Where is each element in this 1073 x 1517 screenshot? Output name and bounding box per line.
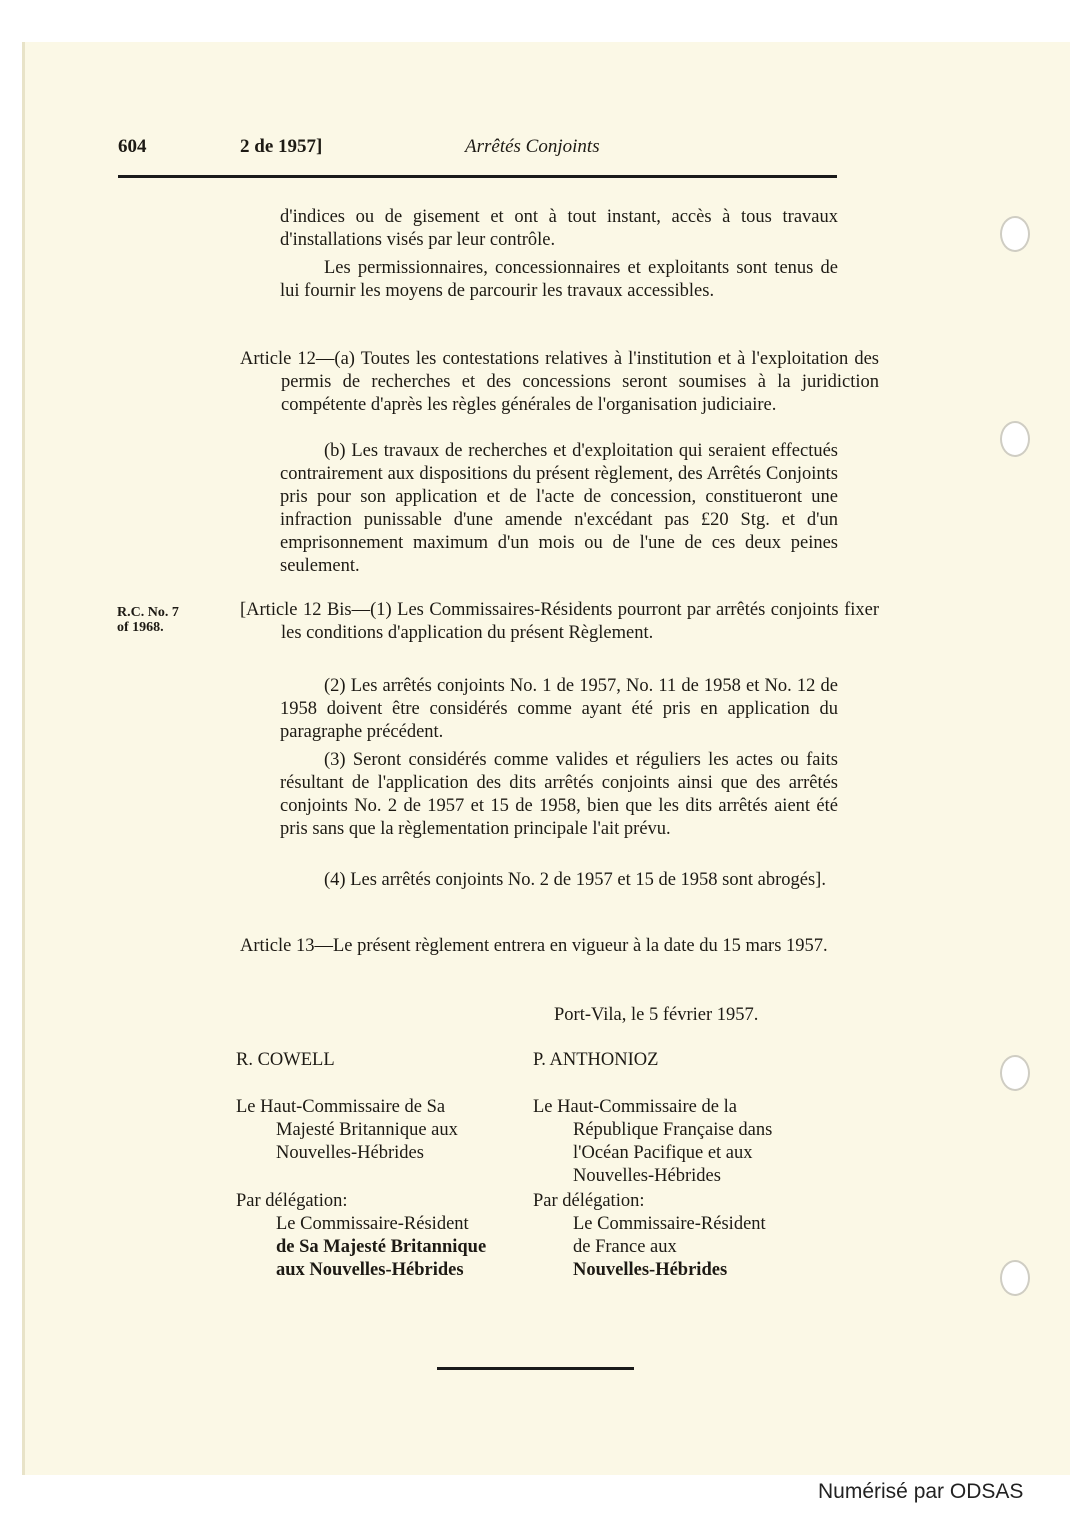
article-12-bis-2: (2) Les arrêtés conjoints No. 1 de 1957, No. 11 de 1958 et No. 12 de 1958 doivent être considérés comme ayant été pris en application du paragraphe précédent. [280, 676, 838, 742]
delegation-line: de Sa Majesté Britannique [276, 1237, 487, 1257]
article-12-bis-1: [Article 12 Bis—(1) Les Commissaires-Résidents pourront par arrêtés conjoints fixer les conditions d'application du présent Règlement. [240, 600, 879, 643]
delegation-line: Le Commissaire-Résident [276, 1214, 469, 1234]
punch-hole [1000, 1260, 1030, 1296]
delegation-label: Par délégation: [236, 1191, 348, 1211]
title-line: Nouvelles-Hébrides [276, 1143, 424, 1163]
signatory-left-title [236, 1096, 526, 1165]
margin-note-line2: of 1968. [117, 620, 164, 635]
article-12-bis-4: (4) Les arrêtés conjoints No. 2 de 1957 et 15 de 1958 sont abrogés]. [324, 870, 826, 890]
article-12-b: (b) Les travaux de recherches et d'exploitation qui seraient effectués contrairement aux dispositions du présent règlement, des Arrêtés Conjoints pris pour son application et de l'acte de concession, constitueront une infraction punissable d'une amende n'excédant pas £20 Stg. et d'un emprisonnement maximum d'un mois ou de l'une de ces deux peines seulement. [280, 441, 838, 576]
paragraph-continuation: d'indices ou de gisement et ont à tout instant, accès à tous travaux d'installations visés par leur contrôle. [280, 207, 838, 250]
page-edge [22, 42, 25, 1475]
place-date: Port-Vila, le 5 février 1957. [554, 1005, 759, 1025]
header-reference: 2 de 1957] [240, 136, 323, 157]
delegation-line: Nouvelles-Hébrides [573, 1260, 728, 1280]
punch-hole [1000, 216, 1030, 252]
article-12-a: Article 12—(a) Toutes les contestations relatives à l'institution et à l'exploitation des permis de recherches et des concessions seront soumises à la juridiction compétente d'après les règles générales de l'organisation judiciaire. [240, 349, 879, 415]
signatory-left-delegation [236, 1190, 536, 1282]
signatory-right-delegation [533, 1190, 833, 1282]
title-line: République Française dans [573, 1120, 773, 1140]
title-line: l'Océan Pacifique et aux [573, 1143, 753, 1163]
signatory-right-title [533, 1096, 833, 1188]
header-rule [118, 175, 837, 178]
signatory-left-name: R. COWELL [236, 1050, 335, 1070]
closing-rule [437, 1367, 634, 1370]
title-line: Nouvelles-Hébrides [573, 1166, 721, 1186]
header-title: Arrêtés Conjoints [465, 136, 600, 157]
paragraph-permissionnaires: Les permissionnaires, concessionnaires et exploitants sont tenus de lui fournir les moyens de parcourir les travaux accessibles. [280, 258, 838, 301]
punch-hole [1000, 1055, 1030, 1091]
delegation-line: aux Nouvelles-Hébrides [276, 1260, 464, 1280]
delegation-line: Le Commissaire-Résident [573, 1214, 766, 1234]
signatory-right-name: P. ANTHONIOZ [533, 1050, 659, 1070]
article-13: Article 13—Le présent règlement entrera en vigueur à la date du 15 mars 1957. [240, 936, 828, 956]
punch-hole [1000, 421, 1030, 457]
page-number: 604 [118, 136, 147, 157]
title-line: Majesté Britannique aux [276, 1120, 458, 1140]
title-line: Le Haut-Commissaire de Sa [236, 1097, 446, 1117]
margin-note-line1: R.C. No. 7 [117, 605, 179, 620]
delegation-line: de France aux [573, 1237, 677, 1257]
digitization-credit: Numérisé par ODSAS [818, 1480, 1024, 1503]
delegation-label: Par délégation: [533, 1191, 645, 1211]
title-line: Le Haut-Commissaire de la [533, 1097, 737, 1117]
article-12-bis-3: (3) Seront considérés comme valides et réguliers les actes ou faits résultant de l'application des dits arrêtés conjoints ainsi que des arrêtés conjoints No. 2 de 1957 et 15 de 1958, bien que les dits arrêtés aient été pris sans que la règlementation principale l'ait prévu. [280, 750, 838, 839]
